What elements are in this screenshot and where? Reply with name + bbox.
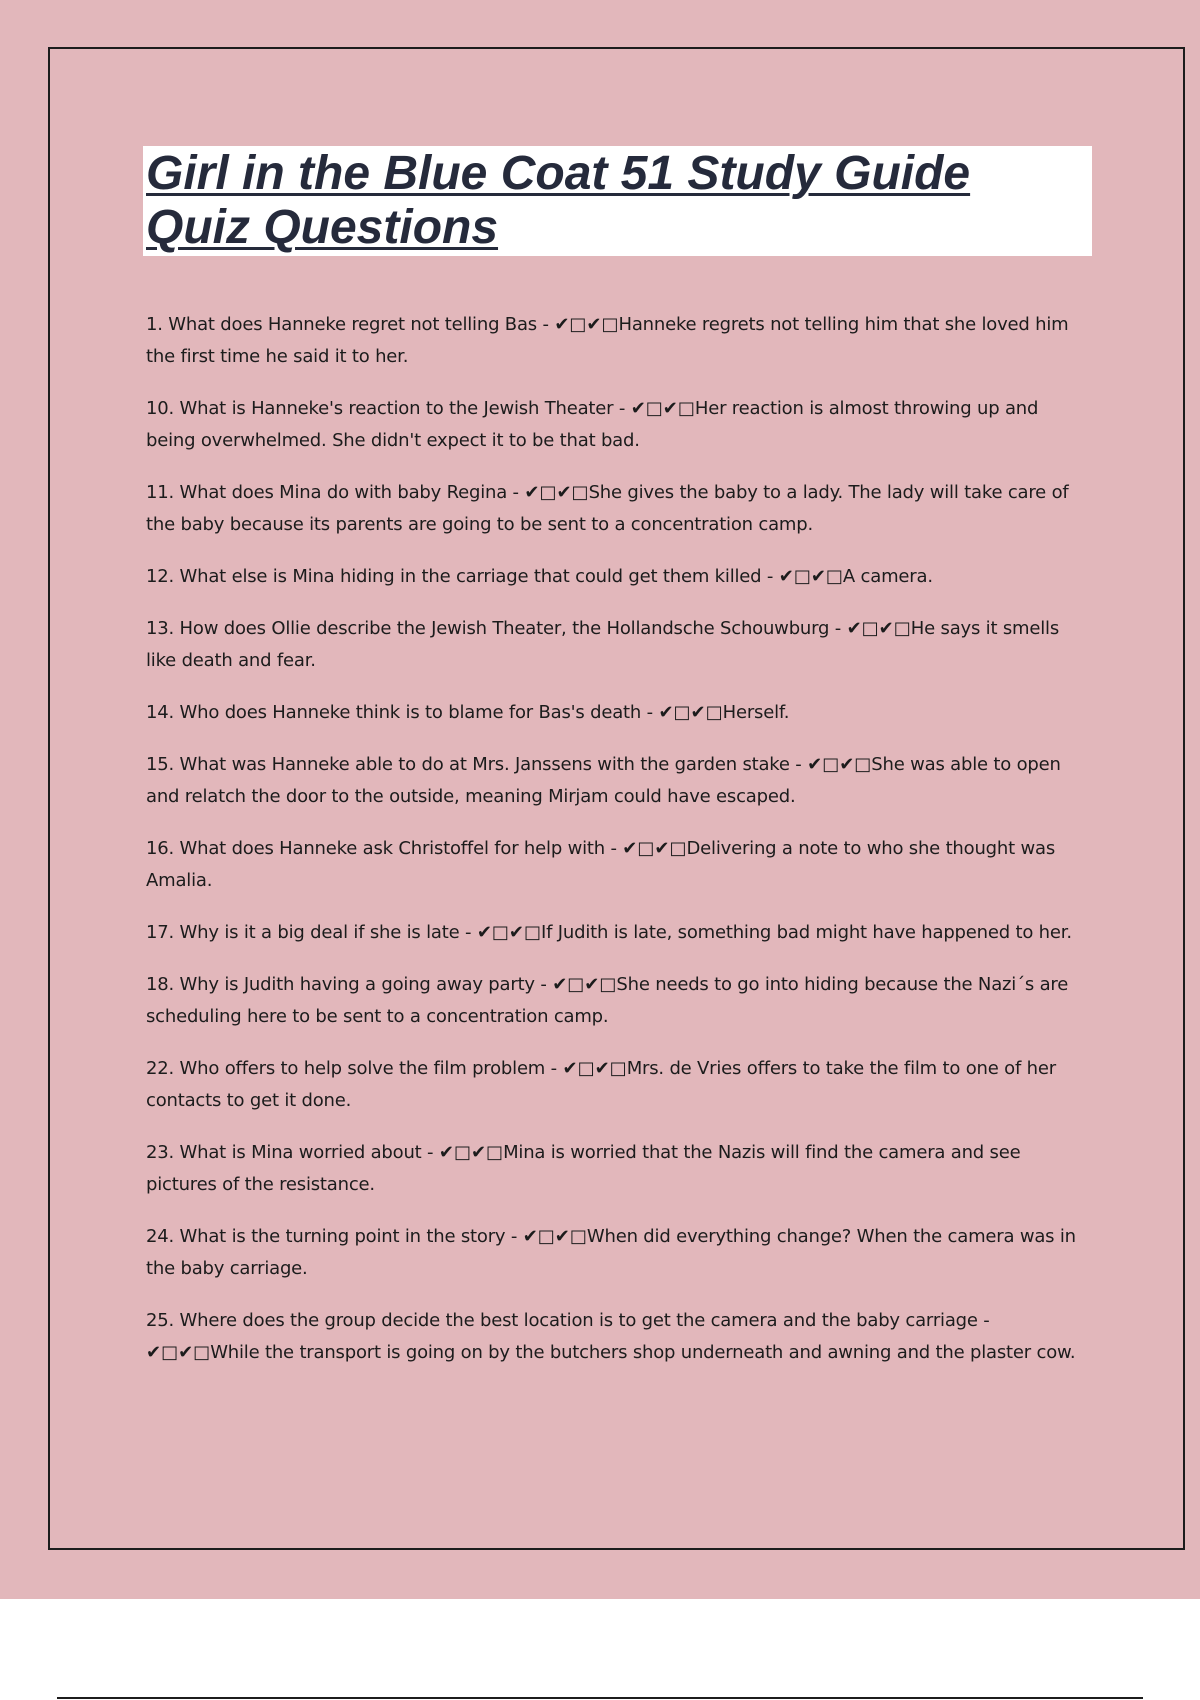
question-text: 23. What is Mina worried about - (146, 1142, 439, 1163)
answer-checkmark-icon: ✔□✔□ (146, 1342, 211, 1363)
answer-text: While the transport is going on by the butchers shop underneath and awning and the plaster cow. (210, 1342, 1076, 1363)
answer-checkmark-icon: ✔□✔□ (630, 398, 695, 419)
question-text: 16. What does Hanneke ask Christoffel for help with - (146, 838, 623, 859)
answer-checkmark-icon: ✔□✔□ (522, 1226, 587, 1247)
question-item (146, 1305, 1090, 1369)
answer-text: Hanneke regrets not telling him that she loved him the first time he said it to her. (146, 314, 1069, 367)
answer-checkmark-icon: ✔□✔□ (778, 566, 843, 587)
answer-checkmark-icon: ✔□✔□ (846, 618, 911, 639)
answer-text: A camera. (842, 566, 933, 587)
question-item (146, 477, 1090, 541)
question-item (146, 969, 1090, 1033)
question-text: 17. Why is it a big deal if she is late - (146, 922, 477, 943)
question-text: 24. What is the turning point in the story - (146, 1226, 523, 1247)
answer-checkmark-icon: ✔□✔□ (476, 922, 542, 943)
answer-text: He says it smells like death and fear. (146, 618, 1060, 671)
question-item (146, 1221, 1090, 1285)
question-text: 14. Who does Hanneke think is to blame for Bas's death - (146, 702, 659, 723)
question-text: 15. What was Hanneke able to do at Mrs. Janssens with the garden stake - (146, 754, 808, 775)
question-item (146, 1137, 1090, 1201)
question-text: 11. What does Mina do with baby Regina - (146, 482, 525, 503)
question-item (146, 749, 1090, 813)
answer-checkmark-icon: ✔□✔□ (658, 702, 723, 723)
answer-checkmark-icon: ✔□✔□ (622, 838, 687, 859)
question-list (146, 309, 1090, 1389)
page-title: Girl in the Blue Coat 51 Study Guide Quiz Questions (146, 147, 971, 254)
answer-text: She gives the baby to a lady. The lady will take care of the baby because its parents are going to be sent to a concentration camp. (146, 482, 1069, 535)
question-item (146, 1053, 1090, 1117)
answer-checkmark-icon: ✔□✔□ (562, 1058, 627, 1079)
question-text: 12. What else is Mina hiding in the carriage that could get them killed - (146, 566, 779, 587)
question-item (146, 917, 1090, 949)
question-item (146, 697, 1090, 729)
answer-text: Mina is worried that the Nazis will find the camera and see pictures of the resistance. (146, 1142, 1021, 1195)
answer-checkmark-icon: ✔□✔□ (554, 314, 619, 335)
footer-rule (57, 1697, 1143, 1699)
question-item (146, 613, 1090, 677)
question-item (146, 833, 1090, 897)
question-item (146, 309, 1090, 373)
question-text: 18. Why is Judith having a going away party - (146, 974, 553, 995)
answer-text: Mrs. de Vries offers to take the film to one of her contacts to get it done. (146, 1058, 1056, 1111)
answer-text: Delivering a note to who she thought was Amalia. (146, 838, 1055, 891)
answer-text: When did everything change? When the camera was in the baby carriage. (146, 1226, 1076, 1279)
question-text: 1. What does Hanneke regret not telling Bas - (146, 314, 555, 335)
answer-text: She needs to go into hiding because the Nazi´s are scheduling here to be sent to a concentration camp. (146, 974, 1069, 1027)
answer-text: If Judith is late, something bad might have happened to her. (541, 922, 1072, 943)
question-text: 22. Who offers to help solve the film problem - (146, 1058, 563, 1079)
answer-checkmark-icon: ✔□✔□ (524, 482, 589, 503)
answer-text: Herself. (722, 702, 790, 723)
answer-checkmark-icon: ✔□✔□ (438, 1142, 504, 1163)
question-text: 10. What is Hanneke's reaction to the Jewish Theater - (146, 398, 631, 419)
answer-text: She was able to open and relatch the door to the outside, meaning Mirjam could have escaped. (146, 754, 1061, 807)
question-item (146, 561, 1090, 593)
answer-checkmark-icon: ✔□✔□ (807, 754, 872, 775)
question-item (146, 393, 1090, 457)
question-text: 13. How does Ollie describe the Jewish Theater, the Hollandsche Schouwburg - (146, 618, 847, 639)
question-text: 25. Where does the group decide the best location is to get the camera and the baby carriage - (146, 1310, 990, 1331)
answer-text: Her reaction is almost throwing up and being overwhelmed. She didn't expect it to be that bad. (146, 398, 1039, 451)
answer-checkmark-icon: ✔□✔□ (552, 974, 617, 995)
